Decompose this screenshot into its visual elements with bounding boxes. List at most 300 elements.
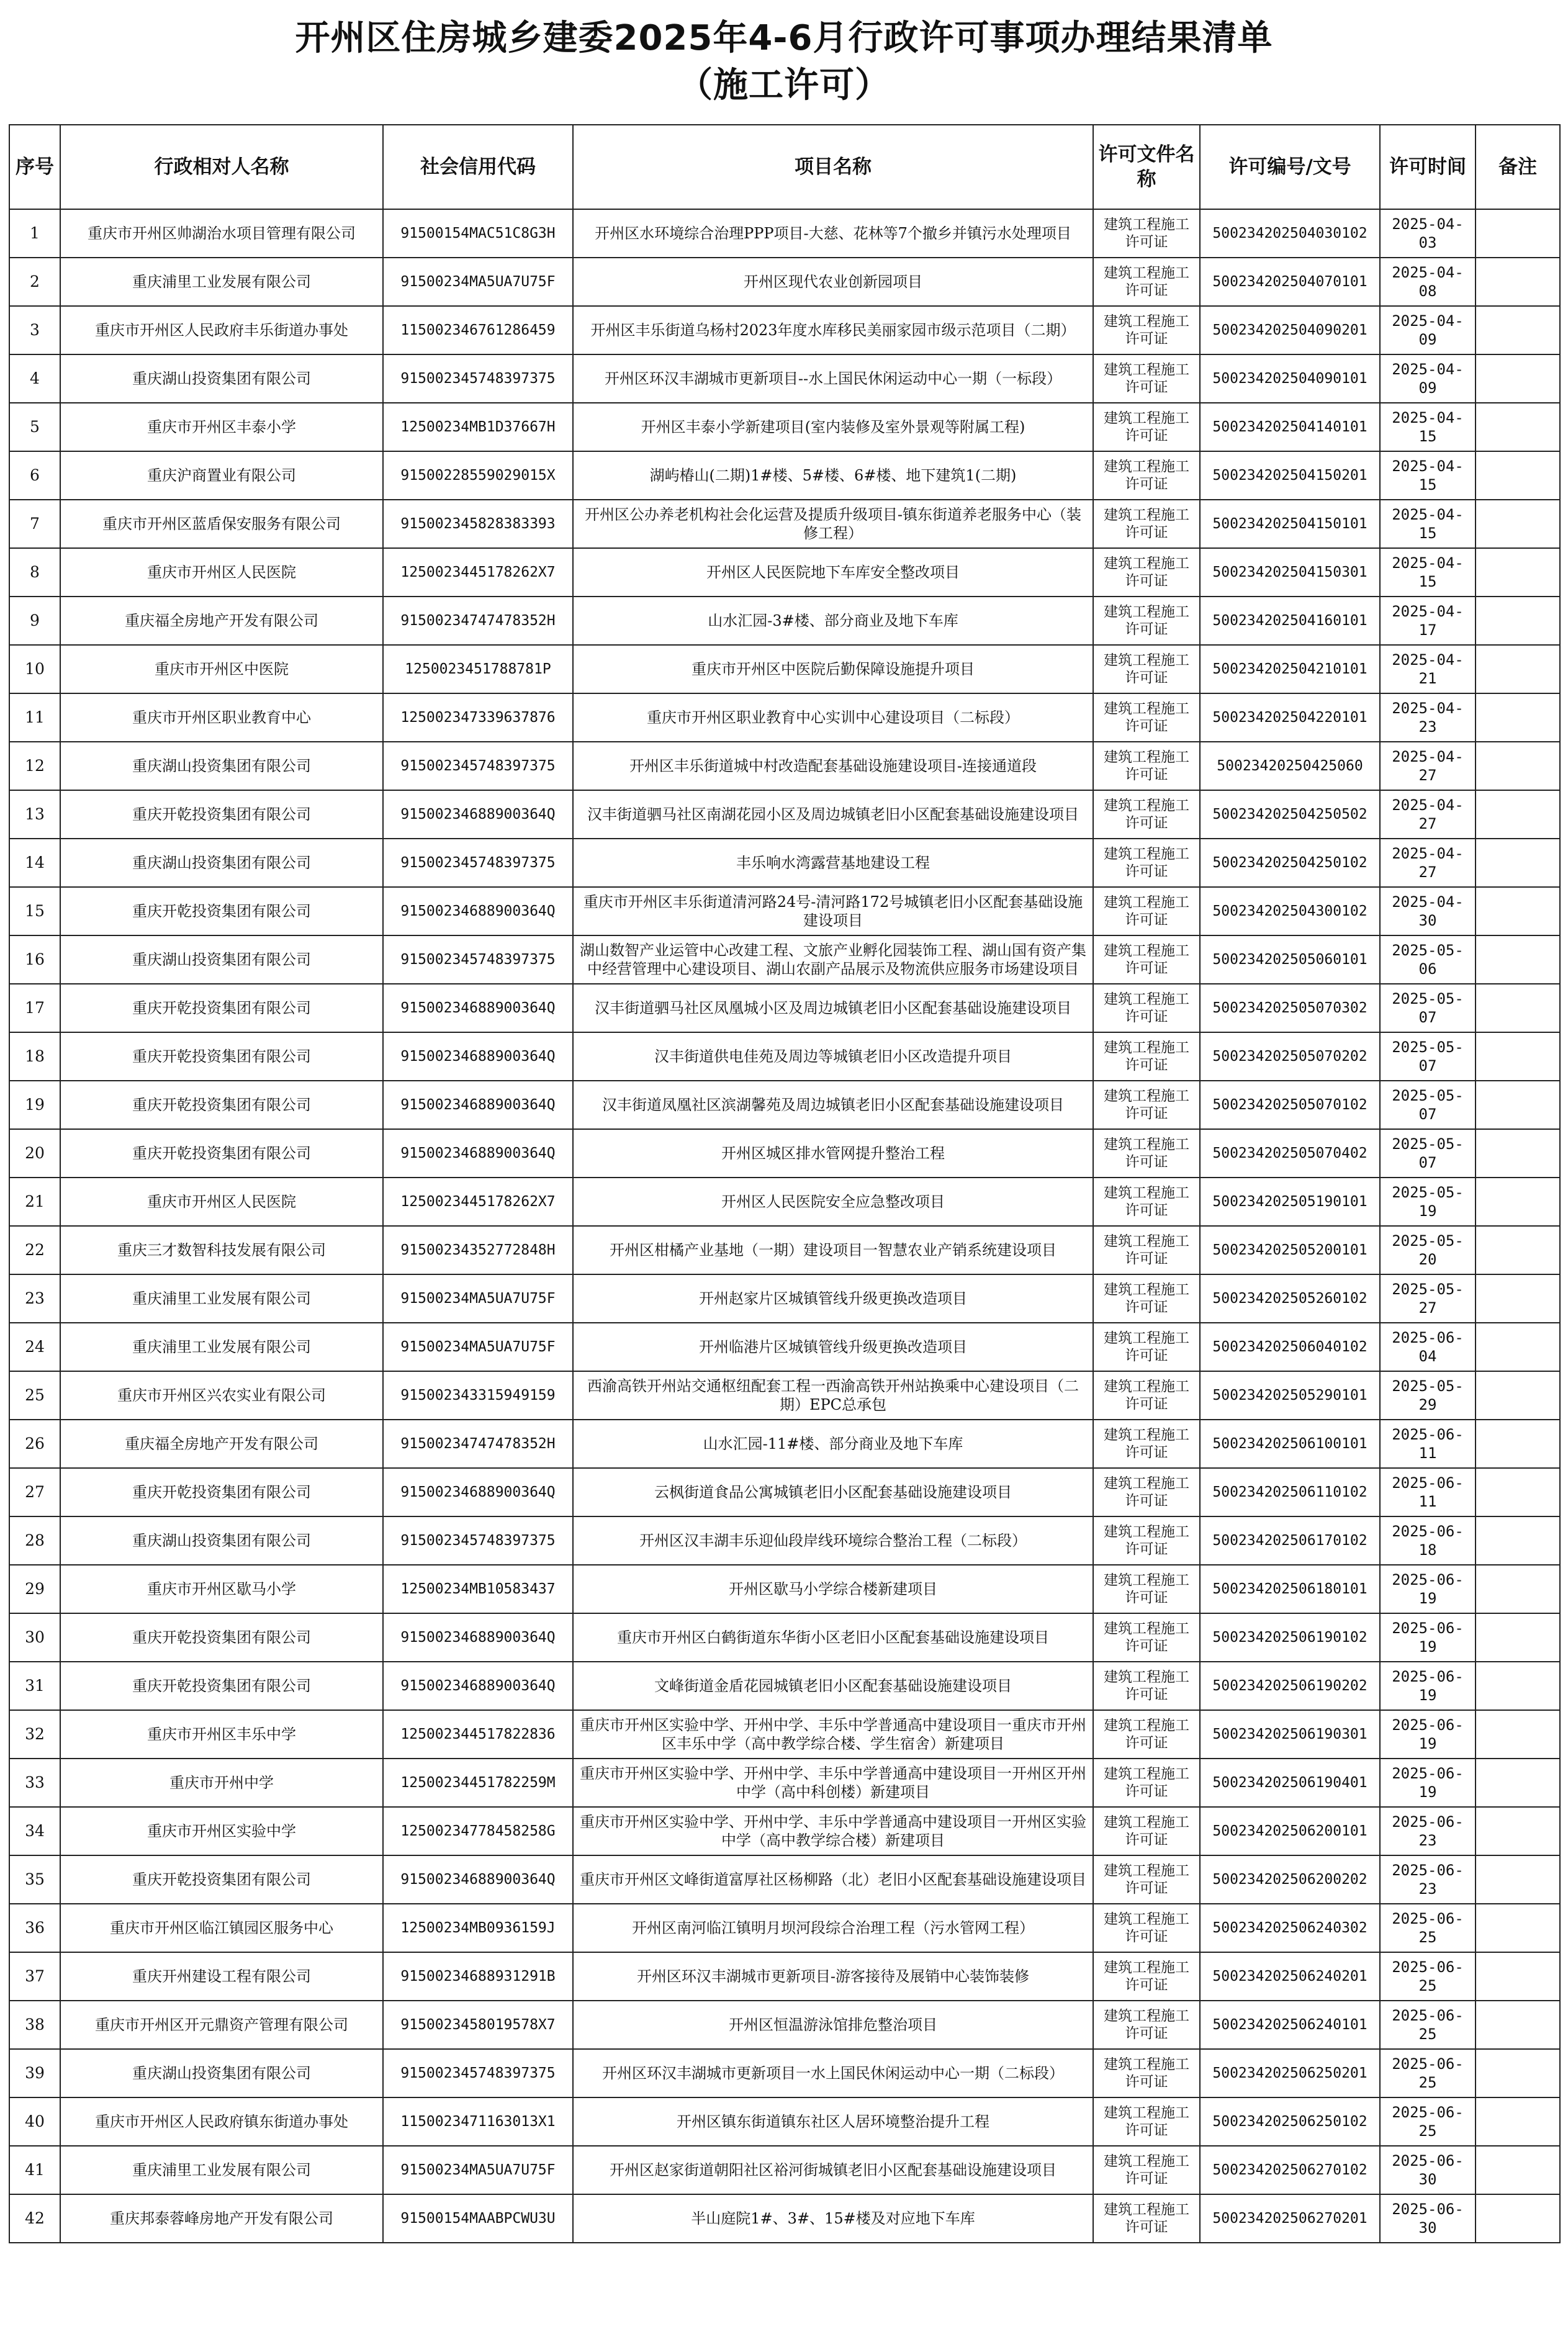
cell-index: 3 [9,306,60,354]
cell-remark [1476,1662,1560,1710]
cell-credit-code: 91500234MA5UA7U75F [383,1323,573,1371]
cell-party: 重庆开乾投资集团有限公司 [60,790,383,839]
cell-permit-time: 2025-04-03 [1380,209,1476,258]
cell-permit-time: 2025-06-11 [1380,1420,1476,1468]
cell-index: 33 [9,1759,60,1807]
cell-permit-no: 500234202504070101 [1200,258,1380,306]
cell-remark [1476,984,1560,1032]
cell-doc-name: 建筑工程施工许可证 [1093,1662,1200,1710]
cell-doc-name: 建筑工程施工许可证 [1093,1129,1200,1178]
cell-permit-time: 2025-05-07 [1380,1129,1476,1178]
cell-party: 重庆湖山投资集团有限公司 [60,2049,383,2097]
header-credit-code: 社会信用代码 [383,125,573,209]
cell-project: 半山庭院1#、3#、15#楼及对应地下车库 [573,2194,1093,2243]
cell-permit-time: 2025-04-09 [1380,306,1476,354]
cell-project: 湖屿椿山(二期)1#楼、5#楼、6#楼、地下建筑1(二期) [573,451,1093,500]
table-row [9,2146,1560,2194]
cell-party: 重庆开乾投资集团有限公司 [60,1468,383,1516]
cell-party: 重庆湖山投资集团有限公司 [60,742,383,790]
cell-doc-name: 建筑工程施工许可证 [1093,451,1200,500]
cell-doc-name: 建筑工程施工许可证 [1093,1807,1200,1855]
cell-remark [1476,742,1560,790]
cell-doc-name: 建筑工程施工许可证 [1093,354,1200,403]
cell-doc-name: 建筑工程施工许可证 [1093,790,1200,839]
cell-project: 文峰街道金盾花园城镇老旧小区配套基础设施建设项目 [573,1662,1093,1710]
cell-doc-name: 建筑工程施工许可证 [1093,1274,1200,1323]
cell-project: 山水汇园-11#楼、部分商业及地下车库 [573,1420,1093,1468]
cell-permit-time: 2025-04-15 [1380,500,1476,548]
cell-remark [1476,1081,1560,1129]
cell-project: 开州区环汉丰湖城市更新项目--水上国民休闲运动中心一期（一标段） [573,354,1093,403]
cell-party: 重庆市开州区人民医院 [60,1178,383,1226]
cell-index: 39 [9,2049,60,2097]
cell-project: 汉丰街道驷马社区凤凰城小区及周边城镇老旧小区配套基础设施建设项目 [573,984,1093,1032]
cell-remark [1476,1613,1560,1662]
cell-permit-no: 500234202506110102 [1200,1468,1380,1516]
cell-permit-no: 500234202504150101 [1200,500,1380,548]
table-row [9,1323,1560,1371]
cell-permit-no: 500234202506270201 [1200,2194,1380,2243]
cell-remark [1476,2146,1560,2194]
cell-doc-name: 建筑工程施工许可证 [1093,2194,1200,2243]
cell-party: 重庆浦里工业发展有限公司 [60,2146,383,2194]
cell-index: 42 [9,2194,60,2243]
cell-project: 开州区赵家街道朝阳社区裕河街城镇老旧小区配套基础设施建设项目 [573,2146,1093,2194]
cell-doc-name: 建筑工程施工许可证 [1093,887,1200,935]
cell-index: 23 [9,1274,60,1323]
cell-permit-time: 2025-06-25 [1380,2001,1476,2049]
cell-index: 35 [9,1855,60,1904]
cell-party: 重庆市开州区丰泰小学 [60,403,383,451]
cell-permit-no: 500234202506250102 [1200,2097,1380,2146]
cell-project: 丰乐响水湾露营基地建设工程 [573,839,1093,887]
cell-permit-no: 500234202504300102 [1200,887,1380,935]
cell-remark [1476,2049,1560,2097]
table-row [9,1468,1560,1516]
cell-permit-no: 500234202504160101 [1200,597,1380,645]
cell-credit-code: 1150023471163013X1 [383,2097,573,2146]
cell-index: 36 [9,1904,60,1952]
table-row [9,1129,1560,1178]
cell-remark [1476,645,1560,693]
table-row [9,597,1560,645]
cell-project: 湖山数智产业运管中心改建工程、文旅产业孵化园装饰工程、湖山国有资产集中经营管理中心建设项目、湖山农副产品展示及物流供应服务市场建设项目 [573,935,1093,984]
cell-project: 开州区柑橘产业基地（一期）建设项目一智慧农业产销系统建设项目 [573,1226,1093,1274]
header-project: 项目名称 [573,125,1093,209]
cell-permit-time: 2025-06-30 [1380,2146,1476,2194]
table-row [9,209,1560,258]
cell-doc-name: 建筑工程施工许可证 [1093,306,1200,354]
cell-party: 重庆市开州区人民医院 [60,548,383,597]
cell-credit-code: 91500234688900364Q [383,1129,573,1178]
cell-doc-name: 建筑工程施工许可证 [1093,1226,1200,1274]
cell-project: 开州区人民医院安全应急整改项目 [573,1178,1093,1226]
cell-party: 重庆市开州区开元鼎资产管理有限公司 [60,2001,383,2049]
cell-project: 开州区人民医院地下车库安全整改项目 [573,548,1093,597]
cell-party: 重庆市开州区实验中学 [60,1807,383,1855]
table-row [9,790,1560,839]
cell-project: 重庆市开州区丰乐街道清河路24号-清河路172号城镇老旧小区配套基础设施建设项目 [573,887,1093,935]
cell-permit-no: 500234202506180101 [1200,1565,1380,1613]
cell-index: 28 [9,1516,60,1565]
cell-index: 12 [9,742,60,790]
cell-doc-name: 建筑工程施工许可证 [1093,1032,1200,1081]
cell-credit-code: 91500234688900364Q [383,1855,573,1904]
cell-permit-no: 500234202505060101 [1200,935,1380,984]
table-row [9,1226,1560,1274]
table-row [9,1662,1560,1710]
permit-results-table [9,124,1561,2243]
table-row [9,1855,1560,1904]
cell-doc-name: 建筑工程施工许可证 [1093,1323,1200,1371]
cell-remark [1476,2097,1560,2146]
table-row [9,1759,1560,1807]
cell-permit-time: 2025-04-21 [1380,645,1476,693]
cell-doc-name: 建筑工程施工许可证 [1093,984,1200,1032]
cell-project: 开州区汉丰湖丰乐迎仙段岸线环境综合整治工程（二标段） [573,1516,1093,1565]
cell-project: 开州区水环境综合治理PPP项目-大慈、花林等7个撤乡并镇污水处理项目 [573,209,1093,258]
cell-doc-name: 建筑工程施工许可证 [1093,597,1200,645]
table-row [9,1274,1560,1323]
cell-index: 21 [9,1178,60,1226]
cell-permit-no: 500234202504030102 [1200,209,1380,258]
cell-permit-time: 2025-04-08 [1380,258,1476,306]
cell-credit-code: 91500234688931291B [383,1952,573,2001]
cell-doc-name: 建筑工程施工许可证 [1093,2097,1200,2146]
cell-project: 汉丰街道驷马社区南湖花园小区及周边城镇老旧小区配套基础设施建设项目 [573,790,1093,839]
table-row [9,984,1560,1032]
cell-project: 重庆市开州区实验中学、开州中学、丰乐中学普通高中建设项目一重庆市开州区丰乐中学（高中教学综合楼、学生宿舍）新建项目 [573,1710,1093,1759]
cell-permit-time: 2025-05-06 [1380,935,1476,984]
cell-permit-no: 500234202504250502 [1200,790,1380,839]
cell-remark [1476,306,1560,354]
cell-remark [1476,500,1560,548]
cell-permit-no: 500234202504150301 [1200,548,1380,597]
cell-permit-time: 2025-05-20 [1380,1226,1476,1274]
table-row [9,1565,1560,1613]
cell-project: 山水汇园-3#楼、部分商业及地下车库 [573,597,1093,645]
cell-credit-code: 91500234688900364Q [383,1468,573,1516]
cell-remark [1476,1759,1560,1807]
cell-doc-name: 建筑工程施工许可证 [1093,693,1200,742]
cell-permit-time: 2025-06-11 [1380,1468,1476,1516]
cell-credit-code: 12500234MB10583437 [383,1565,573,1613]
cell-credit-code: 915002345748397375 [383,1516,573,1565]
cell-index: 41 [9,2146,60,2194]
cell-remark [1476,887,1560,935]
cell-permit-time: 2025-06-19 [1380,1662,1476,1710]
table-row [9,693,1560,742]
cell-permit-time: 2025-04-27 [1380,742,1476,790]
cell-remark [1476,1904,1560,1952]
header-party: 行政相对人名称 [60,125,383,209]
cell-party: 重庆浦里工业发展有限公司 [60,1323,383,1371]
cell-project: 西渝高铁开州站交通枢纽配套工程一西渝高铁开州站换乘中心建设项目（二期）EPC总承包 [573,1371,1093,1420]
cell-party: 重庆福全房地产开发有限公司 [60,1420,383,1468]
cell-credit-code: 915002345748397375 [383,839,573,887]
cell-credit-code: 915002345748397375 [383,2049,573,2097]
cell-credit-code: 1250023445178262X7 [383,1178,573,1226]
cell-permit-no: 500234202504220101 [1200,693,1380,742]
cell-doc-name: 建筑工程施工许可证 [1093,1904,1200,1952]
cell-project: 开州区丰乐街道乌杨村2023年度水库移民美丽家园市级示范项目（二期） [573,306,1093,354]
cell-party: 重庆市开州区中医院 [60,645,383,693]
cell-index: 11 [9,693,60,742]
title-line-2: （施工许可） [678,65,890,106]
cell-permit-time: 2025-06-19 [1380,1613,1476,1662]
cell-permit-time: 2025-06-25 [1380,2049,1476,2097]
cell-doc-name: 建筑工程施工许可证 [1093,1081,1200,1129]
cell-party: 重庆沪商置业有限公司 [60,451,383,500]
cell-credit-code: 9150023458019578X7 [383,2001,573,2049]
cell-remark [1476,693,1560,742]
cell-credit-code: 125002344517822836 [383,1710,573,1759]
cell-permit-no: 500234202506170102 [1200,1516,1380,1565]
cell-permit-time: 2025-04-17 [1380,597,1476,645]
cell-party: 重庆市开州区蓝盾保安服务有限公司 [60,500,383,548]
cell-permit-time: 2025-06-04 [1380,1323,1476,1371]
cell-permit-no: 500234202504140101 [1200,403,1380,451]
cell-doc-name: 建筑工程施工许可证 [1093,500,1200,548]
cell-remark [1476,1178,1560,1226]
cell-credit-code: 91500234747478352H [383,1420,573,1468]
cell-remark [1476,258,1560,306]
cell-index: 5 [9,403,60,451]
cell-permit-no: 500234202506100101 [1200,1420,1380,1468]
cell-doc-name: 建筑工程施工许可证 [1093,742,1200,790]
cell-permit-time: 2025-04-09 [1380,354,1476,403]
cell-project: 开州区南河临江镇明月坝河段综合治理工程（污水管网工程） [573,1904,1093,1952]
cell-party: 重庆开乾投资集团有限公司 [60,887,383,935]
cell-index: 8 [9,548,60,597]
cell-index: 10 [9,645,60,693]
table-row [9,258,1560,306]
cell-permit-no: 500234202504250102 [1200,839,1380,887]
cell-index: 27 [9,1468,60,1516]
table-row [9,1420,1560,1468]
cell-index: 37 [9,1952,60,2001]
cell-credit-code: 915002343315949159 [383,1371,573,1420]
table-row [9,839,1560,887]
cell-permit-time: 2025-04-27 [1380,839,1476,887]
table-row [9,1904,1560,1952]
cell-party: 重庆开乾投资集团有限公司 [60,1662,383,1710]
cell-remark [1476,1468,1560,1516]
cell-project: 开州区丰乐街道城中村改造配套基础设施建设项目-连接通道段 [573,742,1093,790]
cell-credit-code: 91500234352772848H [383,1226,573,1274]
cell-party: 重庆开州建设工程有限公司 [60,1952,383,2001]
cell-remark [1476,548,1560,597]
cell-credit-code: 915002345748397375 [383,742,573,790]
cell-permit-time: 2025-06-25 [1380,1904,1476,1952]
cell-permit-time: 2025-04-27 [1380,790,1476,839]
cell-permit-time: 2025-05-07 [1380,984,1476,1032]
cell-permit-no: 500234202505260102 [1200,1274,1380,1323]
cell-credit-code: 91500234688900364Q [383,790,573,839]
cell-permit-no: 500234202505070402 [1200,1129,1380,1178]
cell-permit-time: 2025-06-19 [1380,1710,1476,1759]
table-row [9,1371,1560,1420]
cell-permit-no: 500234202506190401 [1200,1759,1380,1807]
title-line-1: 开州区住房城乡建委2025年4-6月行政许可事项办理结果清单 [295,18,1273,58]
cell-project: 重庆市开州区文峰街道富厚社区杨柳路（北）老旧小区配套基础设施建设项目 [573,1855,1093,1904]
cell-doc-name: 建筑工程施工许可证 [1093,2001,1200,2049]
table-row [9,2194,1560,2243]
cell-remark [1476,354,1560,403]
cell-credit-code: 915002345748397375 [383,935,573,984]
cell-index: 1 [9,209,60,258]
cell-doc-name: 建筑工程施工许可证 [1093,2049,1200,2097]
cell-remark [1476,403,1560,451]
cell-project: 重庆市开州区职业教育中心实训中心建设项目（二标段） [573,693,1093,742]
table-row [9,2097,1560,2146]
cell-project: 开州区丰泰小学新建项目(室内装修及室外景观等附属工程) [573,403,1093,451]
cell-permit-no: 500234202504090201 [1200,306,1380,354]
cell-remark [1476,209,1560,258]
cell-party: 重庆开乾投资集团有限公司 [60,1032,383,1081]
table-row [9,500,1560,548]
cell-permit-no: 500234202505070102 [1200,1081,1380,1129]
cell-permit-time: 2025-04-15 [1380,548,1476,597]
cell-doc-name: 建筑工程施工许可证 [1093,1613,1200,1662]
cell-party: 重庆市开州区歇马小学 [60,1565,383,1613]
cell-party: 重庆市开州中学 [60,1759,383,1807]
cell-index: 16 [9,935,60,984]
cell-index: 32 [9,1710,60,1759]
cell-party: 重庆湖山投资集团有限公司 [60,935,383,984]
cell-index: 26 [9,1420,60,1468]
cell-doc-name: 建筑工程施工许可证 [1093,2146,1200,2194]
cell-party: 重庆开乾投资集团有限公司 [60,1855,383,1904]
table-row [9,354,1560,403]
table-row [9,548,1560,597]
cell-project: 开州区镇东街道镇东社区人居环境整治提升工程 [573,2097,1093,2146]
cell-credit-code: 125002347339637876 [383,693,573,742]
cell-index: 15 [9,887,60,935]
cell-credit-code: 91500234MA5UA7U75F [383,1274,573,1323]
cell-permit-time: 2025-05-07 [1380,1032,1476,1081]
cell-index: 2 [9,258,60,306]
cell-party: 重庆湖山投资集团有限公司 [60,1516,383,1565]
cell-party: 重庆市开州区丰乐中学 [60,1710,383,1759]
cell-index: 34 [9,1807,60,1855]
cell-party: 重庆浦里工业发展有限公司 [60,258,383,306]
cell-project: 开州区歇马小学综合楼新建项目 [573,1565,1093,1613]
cell-permit-time: 2025-06-18 [1380,1516,1476,1565]
cell-permit-no: 500234202506240201 [1200,1952,1380,2001]
cell-permit-no: 500234202506270102 [1200,2146,1380,2194]
cell-party: 重庆开乾投资集团有限公司 [60,984,383,1032]
cell-party: 重庆三才数智科技发展有限公司 [60,1226,383,1274]
cell-party: 重庆市开州区人民政府丰乐街道办事处 [60,306,383,354]
cell-doc-name: 建筑工程施工许可证 [1093,1710,1200,1759]
table-row [9,1952,1560,2001]
table-row [9,1032,1560,1081]
cell-index: 30 [9,1613,60,1662]
cell-permit-no: 500234202505070302 [1200,984,1380,1032]
cell-party: 重庆开乾投资集团有限公司 [60,1129,383,1178]
cell-credit-code: 91500234688900364Q [383,1032,573,1081]
cell-remark [1476,2001,1560,2049]
cell-permit-no: 500234202506040102 [1200,1323,1380,1371]
cell-credit-code: 91500234MA5UA7U75F [383,2146,573,2194]
cell-project: 开州区城区排水管网提升整治工程 [573,1129,1093,1178]
cell-project: 重庆市开州区实验中学、开州中学、丰乐中学普通高中建设项目一开州区实验中学（高中教学综合楼）新建项目 [573,1807,1093,1855]
table-row [9,1710,1560,1759]
cell-index: 6 [9,451,60,500]
cell-permit-no: 500234202506240101 [1200,2001,1380,2049]
cell-doc-name: 建筑工程施工许可证 [1093,1420,1200,1468]
cell-index: 25 [9,1371,60,1420]
cell-credit-code: 91500234747478352H [383,597,573,645]
cell-permit-no: 500234202506190102 [1200,1613,1380,1662]
cell-permit-no: 500234202504150201 [1200,451,1380,500]
table-header-row [9,125,1560,209]
cell-doc-name: 建筑工程施工许可证 [1093,1759,1200,1807]
cell-permit-time: 2025-05-29 [1380,1371,1476,1420]
cell-permit-no: 500234202505190101 [1200,1178,1380,1226]
cell-permit-time: 2025-06-19 [1380,1759,1476,1807]
cell-permit-time: 2025-06-23 [1380,1807,1476,1855]
cell-remark [1476,1952,1560,2001]
cell-credit-code: 91500234MA5UA7U75F [383,258,573,306]
cell-permit-no: 500234202506250201 [1200,2049,1380,2097]
cell-index: 38 [9,2001,60,2049]
cell-permit-no: 500234202506200202 [1200,1855,1380,1904]
cell-party: 重庆浦里工业发展有限公司 [60,1274,383,1323]
cell-remark [1476,1274,1560,1323]
cell-credit-code: 12500234MB1D37667H [383,403,573,451]
cell-remark [1476,1855,1560,1904]
cell-remark [1476,839,1560,887]
table-row [9,403,1560,451]
cell-permit-time: 2025-05-07 [1380,1081,1476,1129]
cell-doc-name: 建筑工程施工许可证 [1093,548,1200,597]
cell-index: 29 [9,1565,60,1613]
cell-index: 19 [9,1081,60,1129]
cell-project: 开州区公办养老机构社会化运营及提质升级项目-镇东街道养老服务中心（装修工程） [573,500,1093,548]
cell-permit-time: 2025-04-23 [1380,693,1476,742]
cell-credit-code: 91500234688900364Q [383,1662,573,1710]
cell-project: 开州区环汉丰湖城市更新项目-游客接待及展销中心装饰装修 [573,1952,1093,2001]
cell-project: 开州区环汉丰湖城市更新项目一水上国民休闲运动中心一期（二标段） [573,2049,1093,2097]
cell-doc-name: 建筑工程施工许可证 [1093,645,1200,693]
cell-permit-time: 2025-06-23 [1380,1855,1476,1904]
cell-credit-code: 91500234688900364Q [383,1081,573,1129]
cell-permit-no: 500234202506240302 [1200,1904,1380,1952]
cell-remark [1476,1807,1560,1855]
cell-doc-name: 建筑工程施工许可证 [1093,403,1200,451]
table-row [9,1613,1560,1662]
cell-credit-code: 91500154MAC51C8G3H [383,209,573,258]
cell-credit-code: 12500234MB0936159J [383,1904,573,1952]
cell-permit-no: 500234202504210101 [1200,645,1380,693]
cell-permit-no: 500234202506200101 [1200,1807,1380,1855]
table-row [9,645,1560,693]
cell-party: 重庆邦泰蓉峰房地产开发有限公司 [60,2194,383,2243]
cell-remark [1476,1565,1560,1613]
cell-remark [1476,597,1560,645]
cell-remark [1476,1710,1560,1759]
table-row [9,1081,1560,1129]
cell-project: 云枫街道食品公寓城镇老旧小区配套基础设施建设项目 [573,1468,1093,1516]
table-body [9,209,1560,2243]
cell-remark [1476,1371,1560,1420]
cell-party: 重庆福全房地产开发有限公司 [60,597,383,645]
table-row [9,2001,1560,2049]
cell-permit-time: 2025-06-25 [1380,1952,1476,2001]
cell-credit-code: 1250023445178262X7 [383,548,573,597]
